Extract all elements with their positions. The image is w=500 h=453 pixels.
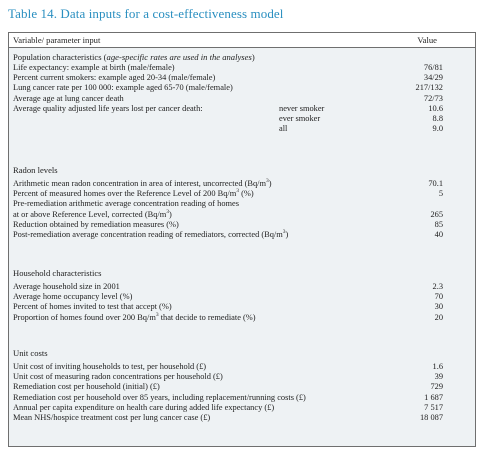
table-header xyxy=(9,33,475,48)
table-row: Unit cost of inviting households to test, per household (£) 1.6 xyxy=(13,362,443,371)
section-population xyxy=(9,52,475,134)
table-row: Average home occupancy level (%) 70 xyxy=(13,292,443,302)
header-variable: Variable/ parameter input xyxy=(13,35,101,45)
table-row: Proportion of homes found over 200 $Bq/m^3$ that decide to remediate (%) 20 xyxy=(13,311,443,322)
section-household xyxy=(9,268,475,323)
table-row: Reduction obtained by remediation measures (%) 85 xyxy=(13,219,443,229)
section-radon xyxy=(9,165,475,240)
header-value: Value xyxy=(417,35,437,45)
section-heading: Household characteristics xyxy=(13,268,102,278)
table-row: Average quality adjusted life years lost per cancer death: never smoker 10.6 xyxy=(13,103,443,113)
table-row: Lung cancer rate per 100 000: example aged 65-70 (male/female) 217/132 xyxy=(13,83,443,93)
table-row: Remediation cost per household (initial) (£) 729 xyxy=(13,382,443,392)
table-row: Percent of measured homes over the Reference Level of 200 $Bq/m^3$ (%) 5 xyxy=(13,188,443,199)
table-row: Mean NHS/hospice treatment cost per lung cancer case (£) 18 087 xyxy=(13,412,443,422)
table-row: Annual per capita expenditure on health care during added life expectancy (£) 7 517 xyxy=(13,402,443,412)
table-row: Arithmetic mean radon concentration in area of interest, uncorrected $(Bq/m^3)$ 70.1 xyxy=(13,178,443,188)
table-row: Post-remediation average concentration reading of remediators, corrected $(Bq/m^3)$ 40 xyxy=(13,229,443,239)
table-row: Unit cost of measuring radon concentrations per household (£) 39 xyxy=(13,372,443,382)
section-heading: Population characteristics (age-specific rates are used in the analyses) xyxy=(13,52,255,62)
section-heading: Radon levels xyxy=(13,165,58,175)
table-row: Pre-remediation arithmetic average concentration reading of homes xyxy=(13,199,240,209)
table-row: all 9.0 xyxy=(279,124,443,134)
table-row: Percent current smokers: example aged 20-34 (male/female) 34/29 xyxy=(13,73,443,83)
table-row: Remediation cost per household over 85 years, including replacement/running costs (£) 1 687 xyxy=(13,392,443,402)
table-row: Average age at lung cancer death 72/73 xyxy=(13,93,443,103)
table-row: Life expectancy: example at birth (male/female) 76/81 xyxy=(13,63,443,72)
table-row: Percent of homes invited to test that accept (%) 30 xyxy=(13,302,443,312)
table-row: ever smoker 8.8 xyxy=(279,113,443,123)
table-row: Average household size in 2001 2.3 xyxy=(13,282,443,291)
section-unit-costs xyxy=(9,348,475,423)
data-table xyxy=(8,32,476,447)
table-row: at or above Reference Level, corrected $(Bq/m^3)$ 265 xyxy=(13,208,443,219)
table-title: Table 14. Data inputs for a cost-effectiveness model xyxy=(8,6,284,21)
section-heading: Unit costs xyxy=(13,348,48,358)
